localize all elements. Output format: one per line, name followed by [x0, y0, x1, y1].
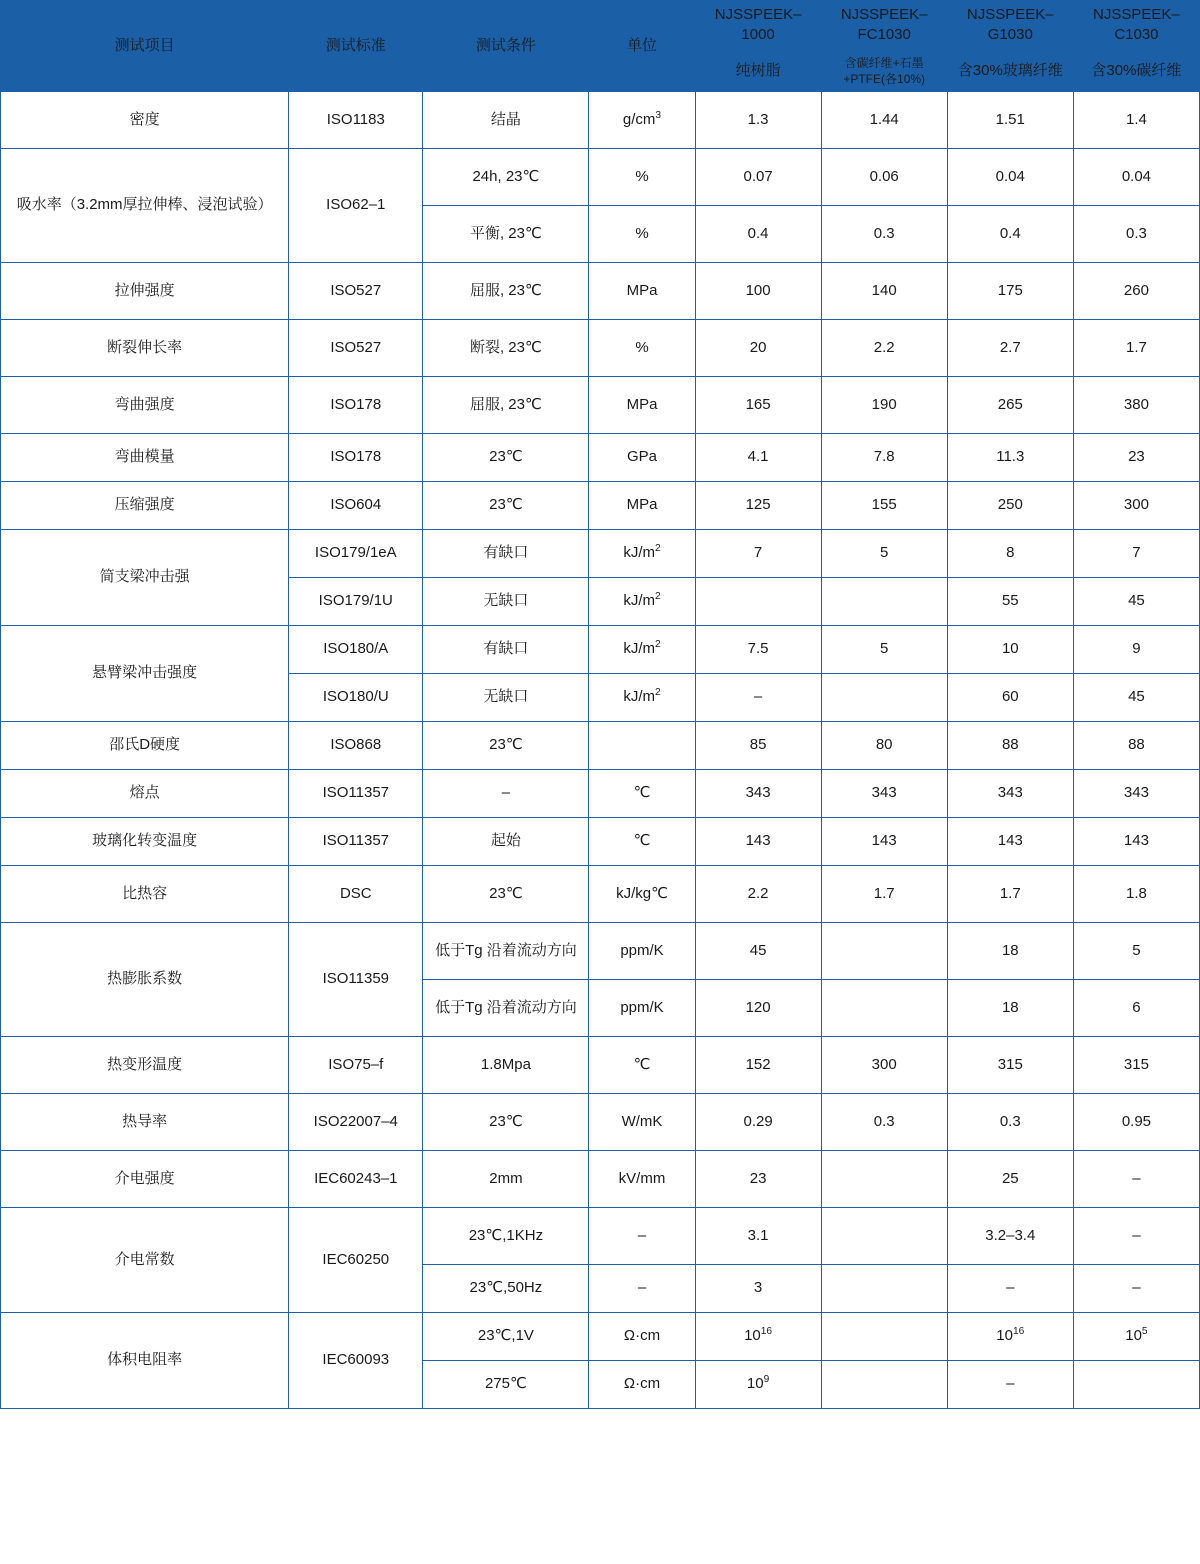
cell-value: 0.3: [1073, 205, 1199, 262]
cell-condition: 无缺口: [423, 673, 589, 721]
cell-value: 6: [1073, 979, 1199, 1036]
cell-value: 143: [1073, 817, 1199, 865]
cell-value: 9: [1073, 625, 1199, 673]
cell-value: 250: [947, 481, 1073, 529]
cell-value: 1.3: [695, 91, 821, 148]
cell-value: 143: [695, 817, 821, 865]
cell-value: [821, 922, 947, 979]
cell-item: 压缩强度: [1, 481, 289, 529]
cell-value: 23: [695, 1150, 821, 1207]
cell-standard: ISO11357: [289, 769, 423, 817]
cell-value: 1.44: [821, 91, 947, 148]
cell-value: 125: [695, 481, 821, 529]
cell-condition: 结晶: [423, 91, 589, 148]
table-body: [1, 91, 1200, 1408]
cell-unit: MPa: [589, 262, 695, 319]
cell-item: 热变形温度: [1, 1036, 289, 1093]
cell-value: 0.06: [821, 148, 947, 205]
cell-value: 88: [1073, 721, 1199, 769]
cell-value: 8: [947, 529, 1073, 577]
table-row: [1, 625, 1200, 673]
cell-condition: 23℃: [423, 481, 589, 529]
cell-standard: ISO180/A: [289, 625, 423, 673]
cell-value: –: [947, 1360, 1073, 1408]
cell-value: 2.7: [947, 319, 1073, 376]
cell-item: 比热容: [1, 865, 289, 922]
cell-value: 175: [947, 262, 1073, 319]
cell-condition: 23℃: [423, 865, 589, 922]
cell-value: –: [1073, 1207, 1199, 1264]
cell-value: 152: [695, 1036, 821, 1093]
cell-standard: ISO11359: [289, 922, 423, 1036]
cell-unit: $kJ/m^2$: [589, 529, 695, 577]
cell-value: 55: [947, 577, 1073, 625]
cell-value: 7.8: [821, 433, 947, 481]
cell-standard: ISO179/1eA: [289, 529, 423, 577]
cell-value: 7: [1073, 529, 1199, 577]
cell-value: 2.2: [821, 319, 947, 376]
cell-value: 11.3: [947, 433, 1073, 481]
table-row: [1, 721, 1200, 769]
cell-standard: IEC60250: [289, 1207, 423, 1312]
cell-value: 0.29: [695, 1093, 821, 1150]
cell-value: 60: [947, 673, 1073, 721]
cell-value: 143: [821, 817, 947, 865]
cell-unit: [589, 721, 695, 769]
cell-unit: GPa: [589, 433, 695, 481]
cell-value: 25: [947, 1150, 1073, 1207]
cell-value: 1.7: [1073, 319, 1199, 376]
cell-condition: 低于Tg 沿着流动方向: [423, 922, 589, 979]
cell-value: 18: [947, 922, 1073, 979]
cell-unit: ℃: [589, 769, 695, 817]
table-row: [1, 148, 1200, 205]
cell-condition: 无缺口: [423, 577, 589, 625]
cell-item: 介电常数: [1, 1207, 289, 1312]
cell-value: $10^{16}$: [947, 1312, 1073, 1360]
header-item: 测试项目: [1, 1, 289, 92]
cell-unit: ℃: [589, 1036, 695, 1093]
table-row: [1, 481, 1200, 529]
cell-item: 弯曲模量: [1, 433, 289, 481]
cell-standard: ISO604: [289, 481, 423, 529]
cell-condition: 23℃,50Hz: [423, 1264, 589, 1312]
cell-value: [695, 577, 821, 625]
cell-item: 邵氏D硬度: [1, 721, 289, 769]
cell-value: –: [1073, 1150, 1199, 1207]
header-standard: 测试标准: [289, 1, 423, 92]
cell-value: 45: [695, 922, 821, 979]
cell-item: 体积电阻率: [1, 1312, 289, 1408]
header-product-2-desc: 含碳纤维+石墨+PTFE(各10%): [821, 50, 947, 91]
cell-standard: IEC60093: [289, 1312, 423, 1408]
cell-value: 100: [695, 262, 821, 319]
cell-standard: ISO1183: [289, 91, 423, 148]
cell-condition: 起始: [423, 817, 589, 865]
cell-value: 165: [695, 376, 821, 433]
cell-item: 断裂伸长率: [1, 319, 289, 376]
cell-value: 1.4: [1073, 91, 1199, 148]
cell-condition: 23℃: [423, 721, 589, 769]
cell-value: 2.2: [695, 865, 821, 922]
cell-value: 1.51: [947, 91, 1073, 148]
cell-unit: kJ/kg℃: [589, 865, 695, 922]
cell-standard: ISO75–f: [289, 1036, 423, 1093]
cell-standard: ISO527: [289, 262, 423, 319]
cell-unit: $kJ/m^2$: [589, 625, 695, 673]
cell-unit: ppm/K: [589, 979, 695, 1036]
cell-standard: ISO22007–4: [289, 1093, 423, 1150]
cell-value: 18: [947, 979, 1073, 1036]
cell-condition: 1.8Mpa: [423, 1036, 589, 1093]
cell-value: 20: [695, 319, 821, 376]
cell-unit: %: [589, 205, 695, 262]
cell-value: 88: [947, 721, 1073, 769]
cell-value: 4.1: [695, 433, 821, 481]
cell-value: [821, 1207, 947, 1264]
table-row: [1, 1036, 1200, 1093]
cell-value: 300: [821, 1036, 947, 1093]
cell-value: [821, 1360, 947, 1408]
table-row: [1, 865, 1200, 922]
cell-value: 315: [1073, 1036, 1199, 1093]
cell-unit: ppm/K: [589, 922, 695, 979]
cell-unit: %: [589, 148, 695, 205]
cell-condition: 断裂, 23℃: [423, 319, 589, 376]
cell-standard: ISO178: [289, 376, 423, 433]
cell-standard: ISO527: [289, 319, 423, 376]
cell-item: 吸水率（3.2mm厚拉伸棒、浸泡试验）: [1, 148, 289, 262]
table-row: [1, 769, 1200, 817]
cell-condition: 有缺口: [423, 529, 589, 577]
cell-value: 80: [821, 721, 947, 769]
cell-value: 0.95: [1073, 1093, 1199, 1150]
cell-value: 85: [695, 721, 821, 769]
cell-condition: 2mm: [423, 1150, 589, 1207]
cell-value: 343: [1073, 769, 1199, 817]
table-row: [1, 376, 1200, 433]
cell-value: 7: [695, 529, 821, 577]
cell-value: 5: [821, 625, 947, 673]
cell-standard: ISO179/1U: [289, 577, 423, 625]
cell-condition: 275℃: [423, 1360, 589, 1408]
cell-value: [821, 1150, 947, 1207]
cell-value: 120: [695, 979, 821, 1036]
cell-unit: $kJ/m^2$: [589, 577, 695, 625]
cell-unit: ℃: [589, 817, 695, 865]
cell-value: $10^{16}$: [695, 1312, 821, 1360]
cell-unit: Ω·cm: [589, 1360, 695, 1408]
cell-unit: MPa: [589, 376, 695, 433]
cell-value: 1.8: [1073, 865, 1199, 922]
cell-value: 0.3: [821, 1093, 947, 1150]
cell-value: 260: [1073, 262, 1199, 319]
cell-value: 315: [947, 1036, 1073, 1093]
cell-condition: 23℃,1KHz: [423, 1207, 589, 1264]
cell-item: 介电强度: [1, 1150, 289, 1207]
table-row: [1, 529, 1200, 577]
cell-condition: 23℃,1V: [423, 1312, 589, 1360]
table-row: [1, 1150, 1200, 1207]
cell-value: 1.7: [821, 865, 947, 922]
cell-value: –: [695, 673, 821, 721]
cell-value: [821, 979, 947, 1036]
header-product-3-desc: 含30%玻璃纤维: [947, 50, 1073, 91]
table-row: [1, 1093, 1200, 1150]
table-row: [1, 1312, 1200, 1360]
cell-unit: $kJ/m^2$: [589, 673, 695, 721]
header-row-top: [1, 1, 1200, 51]
cell-value: 5: [1073, 922, 1199, 979]
cell-value: 10: [947, 625, 1073, 673]
header-condition: 测试条件: [423, 1, 589, 92]
cell-value: [1073, 1360, 1199, 1408]
cell-unit: MPa: [589, 481, 695, 529]
cell-value: 0.04: [947, 148, 1073, 205]
cell-condition: 屈服, 23℃: [423, 376, 589, 433]
cell-value: 45: [1073, 577, 1199, 625]
cell-value: 143: [947, 817, 1073, 865]
cell-value: 190: [821, 376, 947, 433]
cell-value: –: [1073, 1264, 1199, 1312]
cell-condition: 有缺口: [423, 625, 589, 673]
cell-unit: Ω·cm: [589, 1312, 695, 1360]
cell-item: 密度: [1, 91, 289, 148]
cell-item: 热膨胀系数: [1, 922, 289, 1036]
header-unit: 单位: [589, 1, 695, 92]
cell-condition: –: [423, 769, 589, 817]
cell-item: 简支梁冲击强: [1, 529, 289, 625]
cell-value: 3.2–3.4: [947, 1207, 1073, 1264]
cell-value: [821, 673, 947, 721]
cell-value: 0.07: [695, 148, 821, 205]
cell-standard: DSC: [289, 865, 423, 922]
table-header: [1, 1, 1200, 92]
cell-value: 0.04: [1073, 148, 1199, 205]
cell-value: 1.7: [947, 865, 1073, 922]
cell-standard: ISO178: [289, 433, 423, 481]
table-row: [1, 433, 1200, 481]
cell-unit: –: [589, 1207, 695, 1264]
cell-value: 0.3: [947, 1093, 1073, 1150]
cell-condition: 低于Tg 沿着流动方向: [423, 979, 589, 1036]
cell-value: 7.5: [695, 625, 821, 673]
cell-condition: 平衡, 23℃: [423, 205, 589, 262]
cell-item: 玻璃化转变温度: [1, 817, 289, 865]
cell-value: 380: [1073, 376, 1199, 433]
cell-value: 155: [821, 481, 947, 529]
header-product-1-desc: 纯树脂: [695, 50, 821, 91]
cell-item: 弯曲强度: [1, 376, 289, 433]
cell-value: 0.3: [821, 205, 947, 262]
table-row: [1, 1207, 1200, 1264]
cell-value: 0.4: [695, 205, 821, 262]
cell-value: 343: [947, 769, 1073, 817]
cell-value: [821, 1312, 947, 1360]
cell-value: 140: [821, 262, 947, 319]
header-product-4: NJSSPEEK–C1030: [1073, 1, 1199, 51]
cell-condition: 屈服, 23℃: [423, 262, 589, 319]
cell-item: 悬臂梁冲击强度: [1, 625, 289, 721]
cell-unit: %: [589, 319, 695, 376]
cell-value: 343: [695, 769, 821, 817]
cell-value: 23: [1073, 433, 1199, 481]
table-row: [1, 817, 1200, 865]
cell-value: 343: [821, 769, 947, 817]
cell-value: $10^9$: [695, 1360, 821, 1408]
cell-condition: 23℃: [423, 1093, 589, 1150]
cell-value: [821, 1264, 947, 1312]
header-product-4-desc: 含30%碳纤维: [1073, 50, 1199, 91]
cell-standard: ISO11357: [289, 817, 423, 865]
cell-value: 5: [821, 529, 947, 577]
cell-standard: ISO62–1: [289, 148, 423, 262]
cell-value: 3: [695, 1264, 821, 1312]
cell-value: 0.4: [947, 205, 1073, 262]
cell-standard: ISO868: [289, 721, 423, 769]
cell-condition: 23℃: [423, 433, 589, 481]
cell-standard: ISO180/U: [289, 673, 423, 721]
cell-value: [821, 577, 947, 625]
cell-value: 3.1: [695, 1207, 821, 1264]
cell-value: –: [947, 1264, 1073, 1312]
cell-unit: W/mK: [589, 1093, 695, 1150]
table-row: [1, 319, 1200, 376]
table-row: [1, 262, 1200, 319]
header-product-1: NJSSPEEK–1000: [695, 1, 821, 51]
cell-unit: $g/cm^3$: [589, 91, 695, 148]
cell-item: 热导率: [1, 1093, 289, 1150]
cell-unit: kV/mm: [589, 1150, 695, 1207]
cell-value: 45: [1073, 673, 1199, 721]
cell-condition: 24h, 23℃: [423, 148, 589, 205]
cell-value: $10^5$: [1073, 1312, 1199, 1360]
cell-item: 熔点: [1, 769, 289, 817]
header-product-2: NJSSPEEK–FC1030: [821, 1, 947, 51]
cell-unit: –: [589, 1264, 695, 1312]
cell-value: 300: [1073, 481, 1199, 529]
header-product-3: NJSSPEEK–G1030: [947, 1, 1073, 51]
table-row: [1, 922, 1200, 979]
cell-standard: IEC60243–1: [289, 1150, 423, 1207]
cell-value: 265: [947, 376, 1073, 433]
cell-item: 拉伸强度: [1, 262, 289, 319]
table-row: [1, 91, 1200, 148]
